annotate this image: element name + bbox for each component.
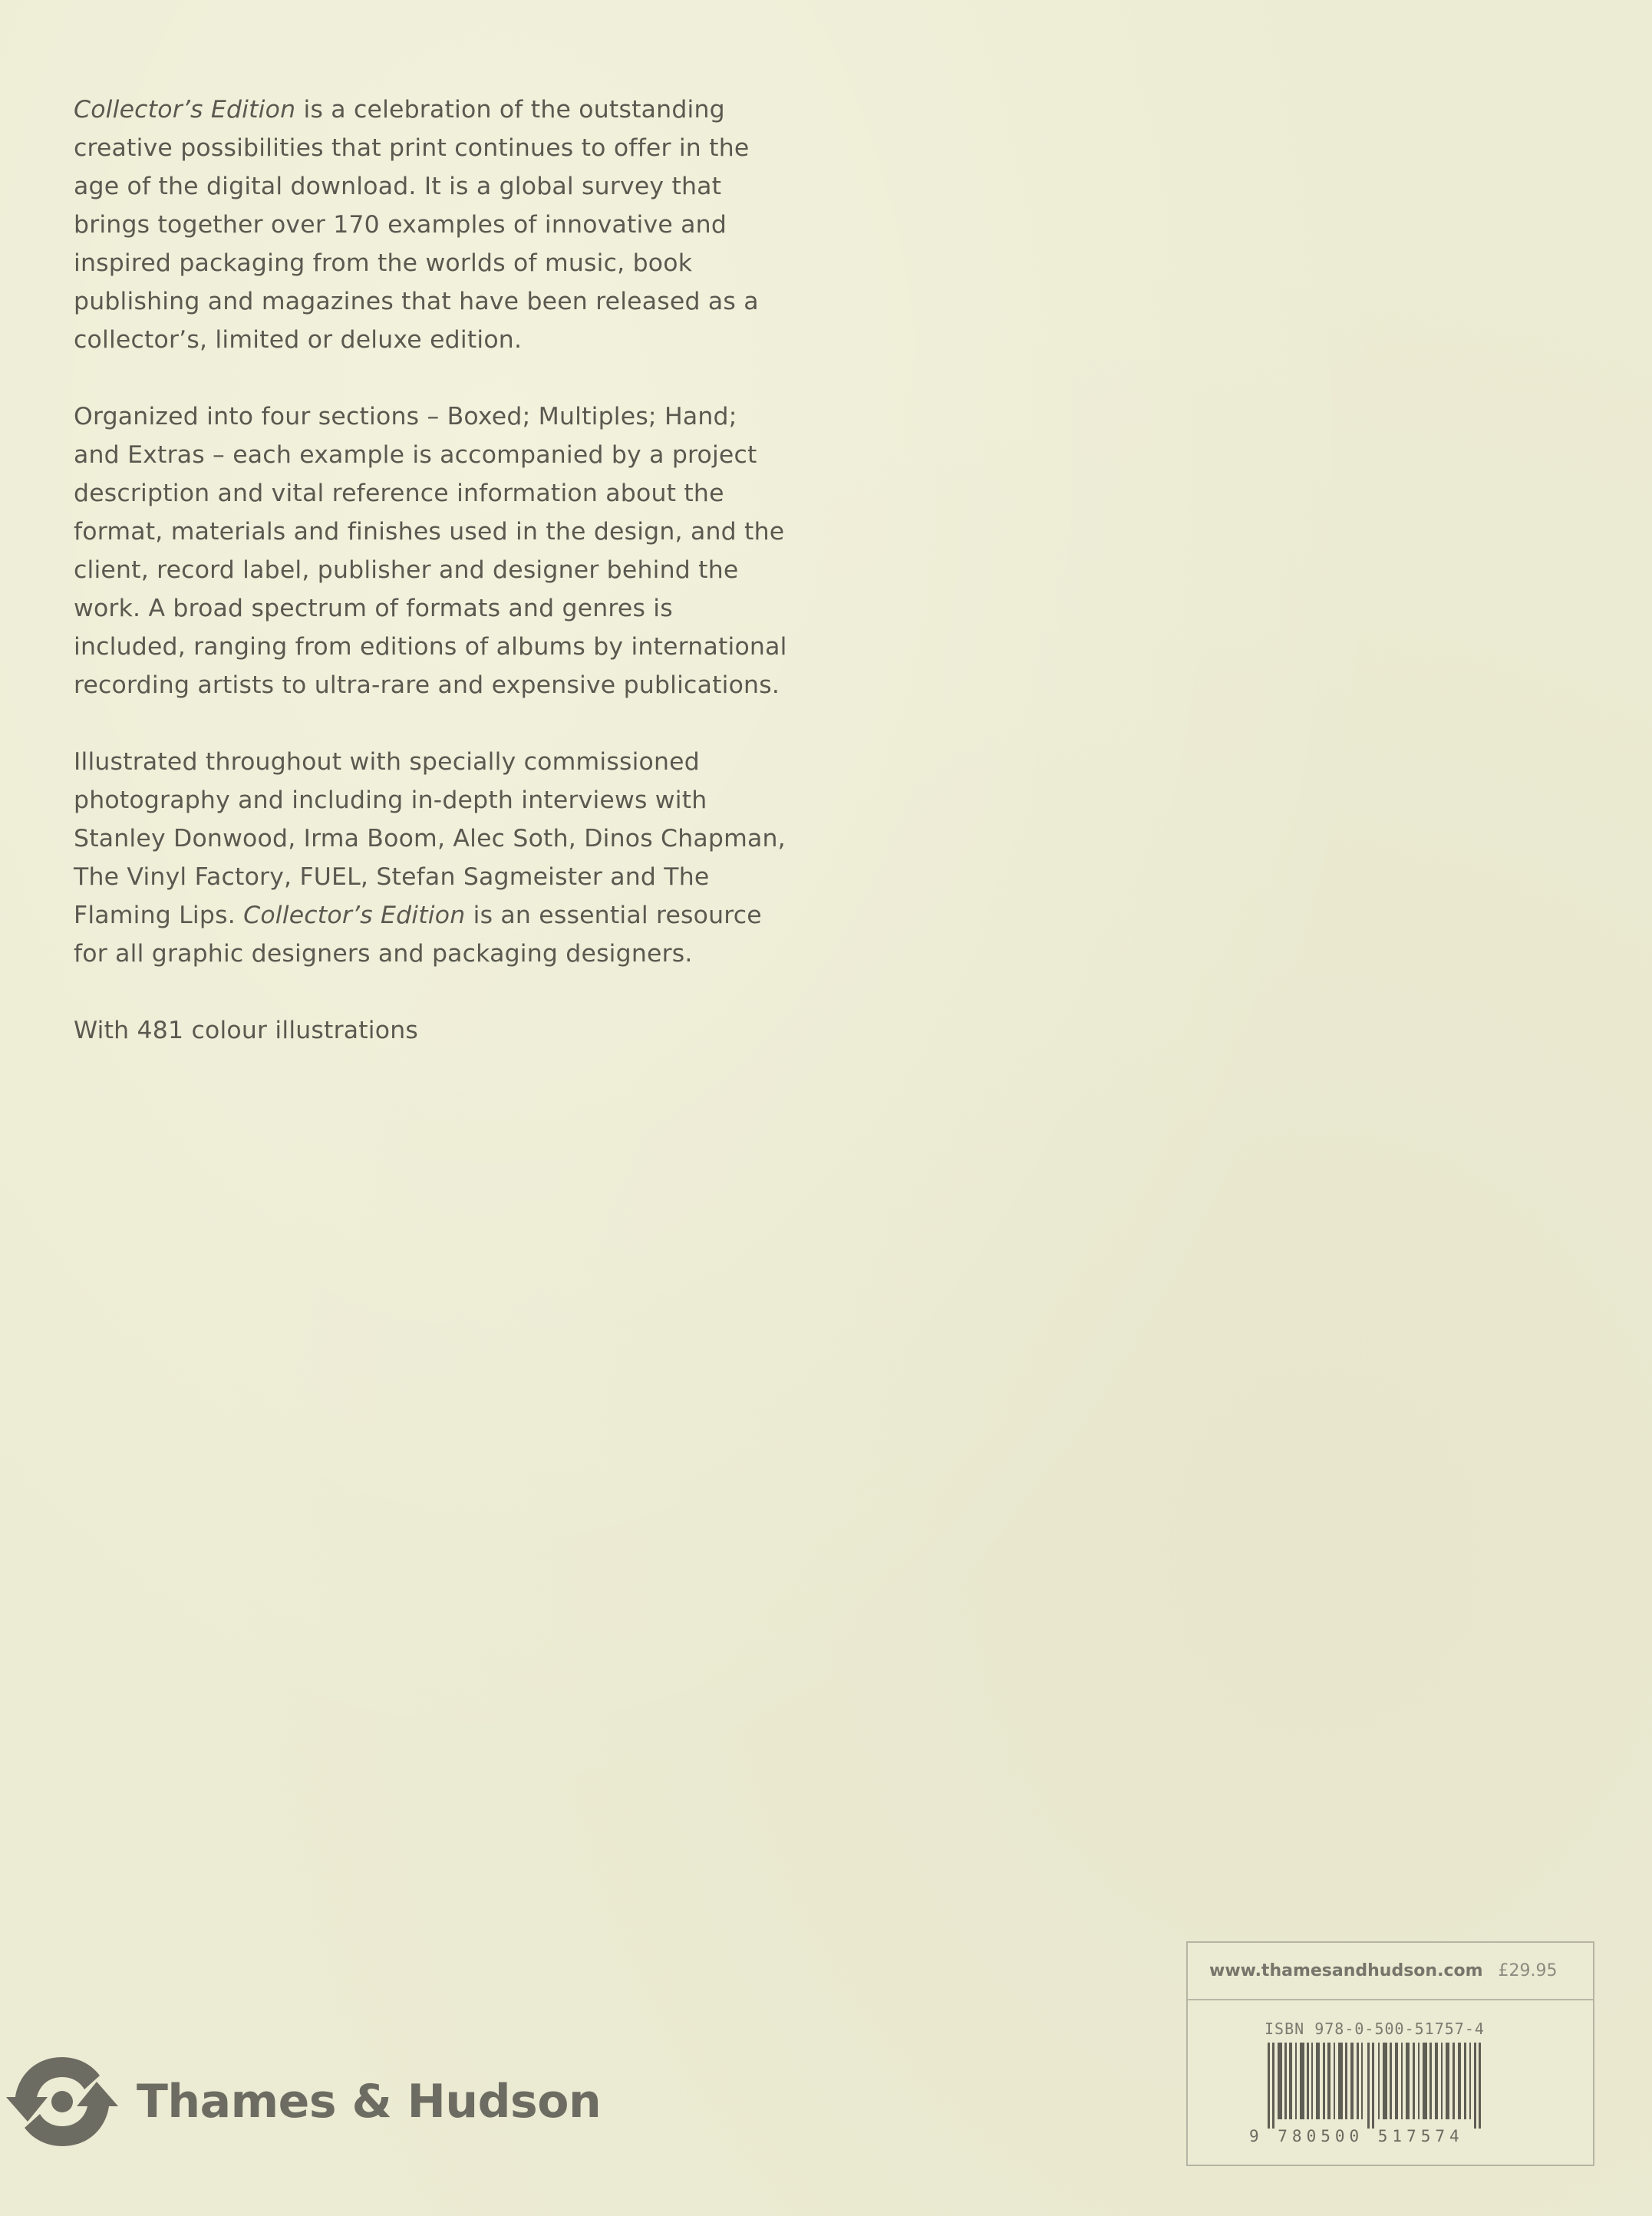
blurb-paragraph-3 [74,743,787,973]
blurb-paragraph-3-start: Illustrated throughout with specially commissioned photography and including in-depth interviews with Stanley Donwood, Irma Boom, Alec Soth, Dinos Chapman, The Vinyl Factory, FUEL, Stefan Sagmeister and The Flaming Lips. [74,748,786,929]
blurb-paragraph-3-end: is an essential resource for all graphic designers and packaging designers. [74,902,762,968]
blurb-text [74,91,787,1088]
publisher-website: www.thamesandhudson.com [1209,1961,1483,1980]
barcode-header [1188,1943,1593,2000]
book-title-italic: Collector’s Edition [243,902,466,929]
book-title-italic: Collector’s Edition [74,96,296,124]
barcode-digits: 9 780500 517574 [1249,2127,1464,2145]
barcode-icon [1265,2043,1495,2129]
publisher-name: Thames & Hudson [137,2075,602,2129]
blurb-paragraph-1-text: is a celebration of the outstanding creative possibilities that print continues to offer in the age of the digital download. It is a global survey that brings together over 170 examples of innovative and inspired packaging from the worlds of music, book publishing and magazines that have been released as a collector’s, limited or deluxe edition. [74,96,759,354]
isbn-label: ISBN 978-0-500-51757-4 [1265,2020,1485,2038]
publisher-logo [5,2044,601,2159]
thames-hudson-logo-icon [5,2048,120,2155]
price-label: £29.95 [1498,1961,1558,1980]
illustration-count: With 481 colour illustrations [74,1017,418,1044]
blurb-paragraph-1 [74,91,787,359]
barcode-box [1186,1941,1594,2166]
blurb-paragraph-2: Organized into four sections – Boxed; Multiples; Hand; and Extras – each example is accompanied by a project description and vital reference information about the format, materials and finishes used in the design, and the client, record label, publisher and designer behind the work. A broad spectrum of formats and genres is included, ranging from editions of albums by international recording artists to ultra-rare and expensive publications. [74,403,787,699]
